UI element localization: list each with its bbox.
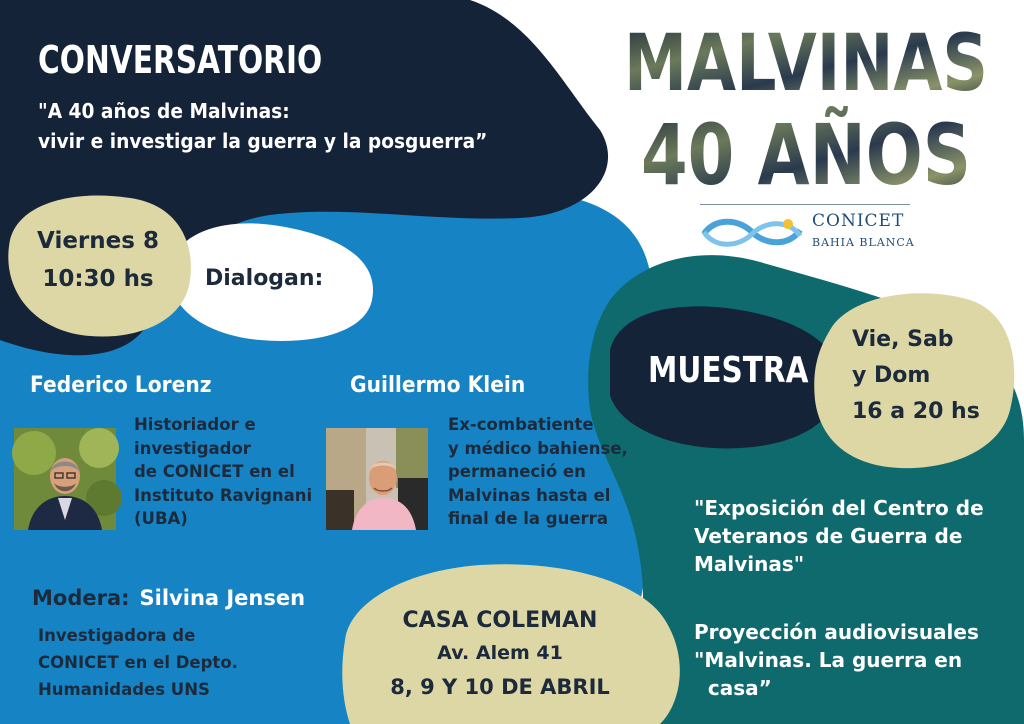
event-title: CONVERSATORIO — [38, 38, 323, 82]
moderator-bio — [38, 622, 238, 703]
speaker-name: Guillermo Klein — [350, 373, 526, 398]
bio-line: final de la guerra — [448, 509, 608, 528]
bio-line: y médico bahiense, — [448, 438, 628, 458]
exhibition-description — [694, 494, 984, 578]
exhibition-title: MUESTRA — [648, 350, 809, 391]
description-line: Malvinas" — [694, 552, 805, 576]
subtitle-line: "A 40 años de Malvinas: — [38, 99, 290, 123]
description-line: "Exposición del Centro de — [694, 496, 984, 520]
bio-line: de CONICET en el — [134, 462, 295, 481]
conicet-logo-icon — [700, 212, 804, 252]
exhibition-days: Vie, Sab — [852, 327, 954, 352]
bio-line: CONICET en el Depto. — [38, 653, 238, 672]
description-line: Veteranos de Guerra de — [694, 524, 963, 548]
bio-line: Historiador e — [134, 415, 256, 434]
projection-description — [694, 618, 979, 702]
bio-line: (UBA) — [134, 509, 188, 528]
description-line: "Malvinas. La guerra en — [694, 648, 963, 672]
speaker-bio — [448, 413, 628, 531]
moderator-name: Silvina Jensen — [139, 586, 306, 610]
organizer-city: BAHIA BLANCA — [812, 236, 915, 249]
description-line: Proyección audiovisuales — [694, 620, 979, 644]
exhibition-days: y Dom — [852, 363, 931, 388]
bio-line: investigador — [134, 438, 251, 458]
venue-address: Av. Alem 41 — [437, 642, 563, 664]
bio-line: Humanidades UNS — [38, 680, 210, 699]
speaker-bio — [134, 413, 312, 531]
subtitle-line: vivir e investigar la guerra y la posguerra” — [38, 129, 488, 153]
headline-line2: 40 AÑOS — [641, 106, 971, 204]
venue-name: CASA COLEMAN — [402, 608, 598, 633]
bio-line: Investigadora de — [38, 626, 196, 645]
venue-info — [360, 605, 640, 705]
venue-dates: 8, 9 Y 10 DE ABRIL — [390, 675, 610, 699]
divider — [700, 204, 910, 205]
moderator-label: Modera: — [32, 586, 130, 610]
dialogan-label: Dialogan: — [205, 266, 324, 291]
talk-day: Viernes 8 — [37, 228, 159, 254]
speaker-photo — [326, 428, 428, 530]
moderator-row — [32, 586, 305, 610]
event-subtitle — [38, 96, 487, 156]
description-line: casa” — [694, 676, 772, 700]
headline-line1: MALVINAS — [624, 19, 988, 109]
organizer-name: CONICET — [812, 211, 905, 231]
headline-logo — [620, 12, 992, 202]
exhibition-schedule — [852, 322, 980, 430]
bio-line: Instituto Ravignani — [134, 485, 313, 505]
bio-line: permaneció en — [448, 462, 586, 481]
bio-line: Malvinas hasta el — [448, 485, 611, 505]
speaker-photo — [14, 428, 116, 530]
bio-line: Ex-combatiente — [448, 415, 594, 434]
talk-schedule — [18, 222, 178, 298]
exhibition-hours: 16 a 20 hs — [852, 399, 980, 424]
speaker-name: Federico Lorenz — [30, 373, 212, 398]
talk-time: 10:30 hs — [42, 266, 154, 292]
